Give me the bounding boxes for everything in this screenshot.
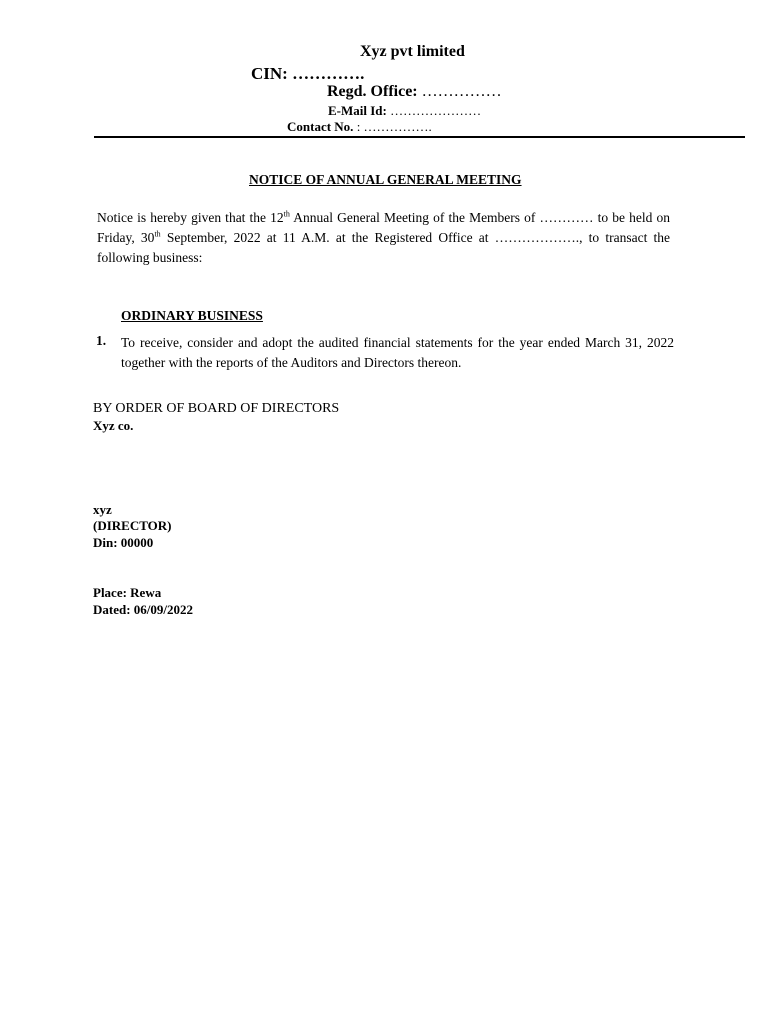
notice-title: NOTICE OF ANNUAL GENERAL MEETING bbox=[249, 172, 522, 187]
business-item-number: 1. bbox=[96, 333, 107, 348]
regd-office-value: …………… bbox=[421, 83, 502, 100]
date-line: Dated: 06/09/2022 bbox=[93, 602, 194, 617]
regd-office-label: Regd. Office: bbox=[327, 83, 418, 100]
header-divider bbox=[94, 136, 745, 138]
notice-text-part-1: Notice is hereby given that the 12 bbox=[97, 210, 284, 225]
contact-value: : ……………. bbox=[356, 119, 432, 134]
cin-line: CIN: …………. bbox=[251, 64, 365, 83]
signatory-company: Xyz co. bbox=[93, 418, 134, 433]
business-item-text: To receive, consider and adopt the audited financial statements for the year ended March 31, 2022 together with the reports of the Auditors and Directors thereon. bbox=[121, 335, 674, 370]
signatory-role: (DIRECTOR) bbox=[93, 518, 172, 533]
company-name: Xyz pvt limited bbox=[360, 43, 465, 60]
signatory-name: xyz bbox=[93, 502, 112, 517]
email-label: E-Mail Id: bbox=[328, 103, 387, 118]
ordinal-suffix: th bbox=[283, 209, 290, 219]
order-line: BY ORDER OF BOARD OF DIRECTORS bbox=[93, 401, 340, 416]
contact-label: Contact No. bbox=[287, 119, 354, 134]
place-line: Place: Rewa bbox=[93, 585, 162, 600]
notice-text-part-3: September, 2022 at 11 A.M. at the Registered Office at ………………., to transact the following business: bbox=[97, 230, 670, 265]
signatory-din: Din: 00000 bbox=[93, 535, 154, 550]
notice-paragraph bbox=[97, 208, 670, 268]
ordinary-business-heading: ORDINARY BUSINESS bbox=[121, 308, 263, 323]
email-line bbox=[328, 103, 481, 119]
notice-text-part-2: Annual General Meeting of the Members of ………… to be held on Friday, 30 bbox=[97, 210, 670, 245]
regd-office-line bbox=[327, 83, 502, 101]
email-value: ………………… bbox=[390, 103, 482, 118]
ordinal-suffix: th bbox=[154, 229, 161, 239]
contact-line bbox=[287, 119, 432, 135]
